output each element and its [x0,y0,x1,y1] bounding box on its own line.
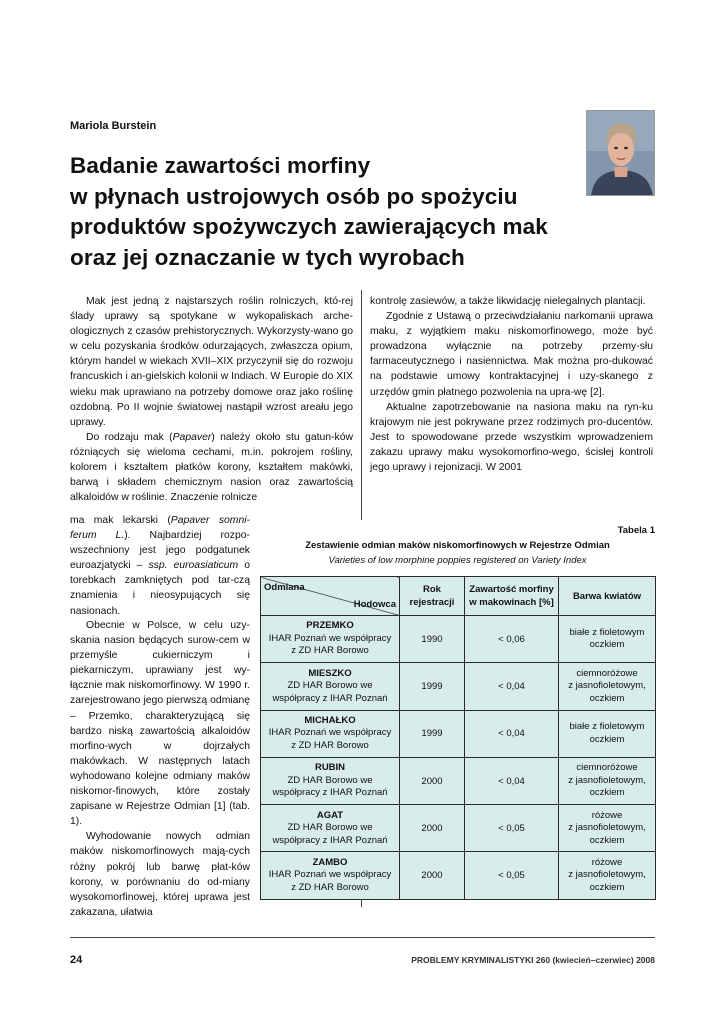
breeder: z ZD HAR Borowo [291,881,369,893]
body-paragraph: Do rodzaju mak (Papaver) należy około stu gatun-ków różniących się wieloma cechami, m.in. pokrojem rośliny, kolorem i kształtem płatków korony, kształtem makówki, barwą i składem chemicznym nasion oraz zawartością alkaloidów w roślinie. Znaczenie rolnicze [70,431,353,504]
color-cell: różowe z jasnofioletowym, oczkiem [559,852,656,899]
table-caption: Zestawienie odmian maków niskomorfinowych w Rejestrze Odmian [305,540,610,551]
variety-name: MIESZKO [308,667,352,679]
title-line: w płynach ustrojowych osób po spożyciu [70,183,518,209]
title-line: oraz jej oznaczanie w tych wyrobach [70,244,465,270]
table-row [261,805,656,852]
title-line: produktów spożywczych zawierających mak [70,214,548,240]
breeder: IHAR Poznań we współpracy [268,727,392,739]
color-cell: różowe z jasnofioletowym, oczkiem [559,805,656,852]
table-row [261,852,656,899]
color-cell: ciemnoróżowe z jasnofioletowym, oczkiem [559,663,656,710]
morphine-cell: < 0,05 [465,805,559,852]
table-label: Tabela 1 [617,525,655,536]
header-text: w makowinach [%] [469,597,554,608]
table-row [261,663,656,710]
table-row [261,710,656,757]
table-row [261,616,656,663]
year-cell: 1990 [400,616,465,663]
variety-cell [261,710,400,757]
left-column-narrow-lower [70,618,250,920]
morphine-cell: < 0,06 [465,616,559,663]
breeder: ZD HAR Borowo we [287,774,373,786]
journal-name: PROBLEMY KRYMINALISTYKI 260 (kwiecień–czerwiec) 2008 [411,955,655,965]
breeder: IHAR Poznań we współpracy [268,869,392,881]
header-hodowca: Hodowca [353,599,396,610]
breeder: ZD HAR Borowo we [287,822,373,834]
header-rok [400,577,465,616]
year-cell: 2000 [400,805,465,852]
breeder: współpracy z IHAR Poznań [272,692,388,704]
year-cell: 1999 [400,710,465,757]
author-photo [586,110,655,196]
breeder: ZD HAR Borowo we [287,680,373,692]
left-column-top [70,294,353,505]
breeder: z ZD HAR Borowo [291,739,369,751]
body-paragraph: Obecnie w Polsce, w celu uzy-skania nasion będących surow-cem w przemyśle cukierniczym i piekarniczym, uprawiany jest wy-łącznie mak niskomorfinowy. W 1990 r. zarejestrowano jego pierwszą odmianę – Przemko, charakteryzującą się bardzo niską zawartością alkaloidów morfino-wych w dojrzałych makówkach. W następnych latach wyhodowano kolejne odmiany maków niskomor-finowych, które zostały zapisane w Rejestrze Odmian [1] (tab. 1). [70,620,250,828]
variety-name: RUBIN [314,762,346,774]
header-text: rejestracji [409,597,455,608]
year-cell: 1999 [400,663,465,710]
breeder: z ZD HAR Borowo [291,645,369,657]
morphine-cell: < 0,04 [465,710,559,757]
color-cell: białe z fioletowym oczkiem [559,710,656,757]
title-line: Badanie zawartości morfiny [70,153,371,178]
breeder: współpracy z IHAR Poznań [272,834,388,846]
body-paragraph: Zgodnie z Ustawą o przeciwdziałaniu narkomanii uprawa maku, z wyjątkiem maku niskomorfinowego, może być prowadzona wyłącznie na potrzeby przemy-słu farmaceutycznego i nasiennictwa. Mak można pro-dukować na podstawie umowy kontraktacyjnej i uzy-skanego z urzędów gmin płatnego pozwolenia na upra-wę [2]. [370,311,653,398]
header-odmiana-hodowca [261,577,400,616]
morphine-cell: < 0,05 [465,852,559,899]
body-paragraph: Aktualne zapotrzebowanie na nasiona maku na ryn-ku krajowym nie jest pokrywane przez rodzimych pro-ducentów. Jest to spowodowane przede wszystkim wprowadzeniem zakazu uprawy maku wysokomorfino-wego, ścisłej kontroli jego uprawy i rejonizacji. W 2001 [370,401,653,474]
body-paragraph: Mak jest jedną z najstarszych roślin rolniczych, któ-rej ślady uprawy są spotykane w wykopaliskach arche-ologicznych z czasów prehistorycznych. Wykorzysty-wano go w celu pozyskania środków odurzających, zwłaszcza opium, którym handel w wiekach XVII–XIX przyczynił się do rozwoju francuskich i an-gielskich kolonii w Indiach. W Europie do XIX wieku mak uprawiano na potrzeby domowe oraz jako roślinę ozdobną. Po II wojnie światowej nastąpił wzrost areału jego uprawy. [70,296,353,428]
year-cell: 2000 [400,852,465,899]
variety-name: AGAT [316,809,344,821]
variety-cell [261,616,400,663]
table-row [261,757,656,804]
article-title [70,151,590,273]
color-cell: ciemnoróżowe z jasnofioletowym, oczkiem [559,757,656,804]
footer-rule [70,937,655,938]
body-paragraph: ma mak lekarski (Papaver somni-ferum L.). Najbardziej rozpo-wszechniony jest jego podgatunek euroazjatycki – ssp. euroasiaticum o torebkach zamkniętych pod tar-czą znamienia i nieosypujących się nasionach. [70,515,251,617]
column-divider [361,290,362,520]
variety-cell [261,663,400,710]
page-number: 24 [70,954,83,966]
variety-cell [261,757,400,804]
header-odmiana: Odmiana [264,582,305,593]
varieties-table [260,576,656,900]
variety-cell [261,805,400,852]
morphine-cell: < 0,04 [465,757,559,804]
variety-name: PRZEMKO [306,620,354,632]
body-paragraph: kontrolę zasiewów, a także likwidację nielegalnych plantacji. [370,296,646,307]
variety-name: MICHAŁKO [304,714,356,726]
year-cell: 2000 [400,757,465,804]
color-cell: białe z fioletowym oczkiem [559,616,656,663]
body-paragraph: Wyhodowanie nowych odmian maków niskomorfinowych mają-cych różny pokrój lub barwę płat-ków korony, w porównaniu do od-miany wysokomorfinowej, której uprawa jest zakazana, ułatwia [70,831,250,918]
right-column-top [370,294,653,475]
left-column-narrow [70,513,250,619]
morphine-cell: < 0,04 [465,663,559,710]
breeder: IHAR Poznań we współpracy [268,632,392,644]
breeder: współpracy z IHAR Poznań [272,787,388,799]
variety-cell [261,852,400,899]
author-name: Mariola Burstein [70,120,157,132]
header-zawartosc [465,577,559,616]
table-caption-english: Varieties of low morphine poppies registered on Variety Index [328,555,587,566]
header-text: Rok [423,584,441,595]
header-barwa: Barwa kwiatów [559,577,656,616]
header-text: Zawartość morfiny [469,584,554,595]
variety-name: ZAMBO [312,856,348,868]
